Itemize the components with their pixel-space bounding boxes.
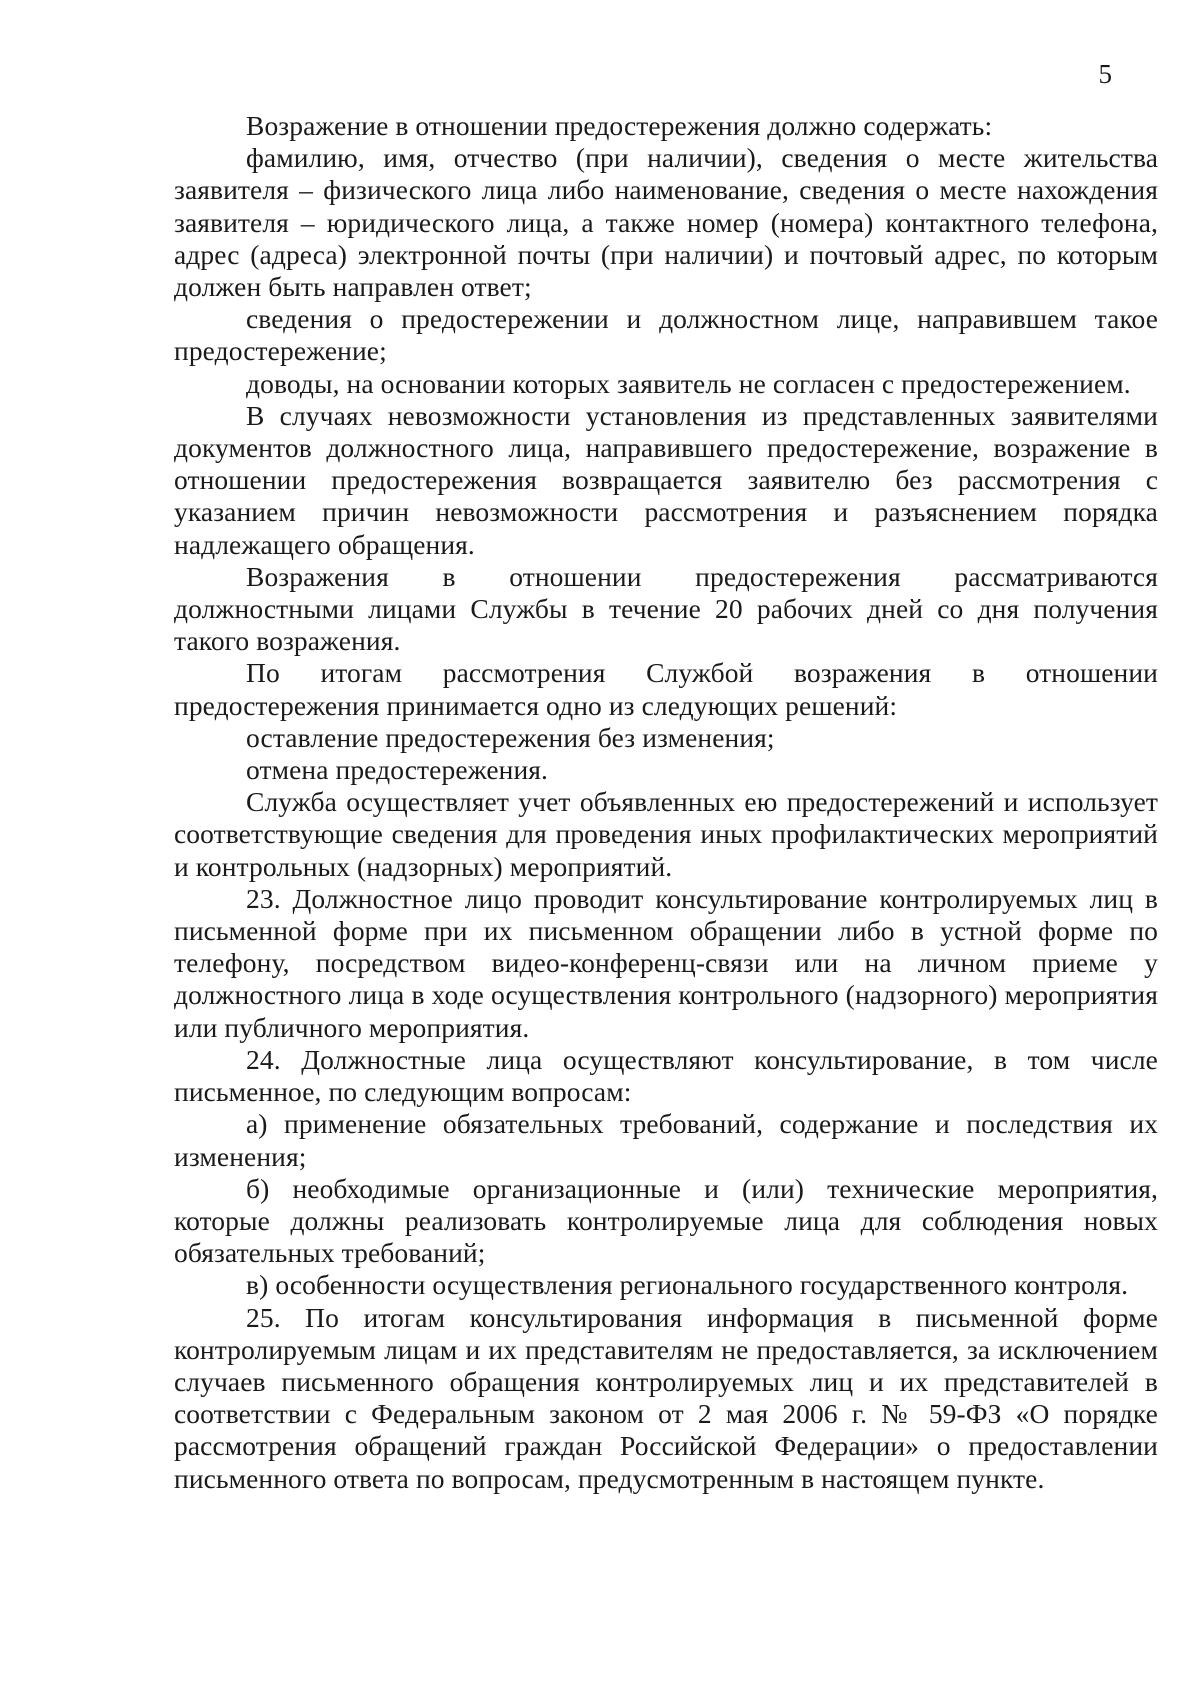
paragraph-clause-23: 23. Должностное лицо проводит консультирование контролируемых лиц в письменной форме при их письменном обращении либо в устной форме по телефону, посредством видео-конференц-связи или на личном приеме у должностного лица в ходе осуществления контрольного (надзорного) мероприятия или публичного мероприятия. [174,882,1158,1043]
paragraph-applicant-details: фамилию, имя, отчество (при наличии), сведения о месте жительства заявителя – физического лица либо наименование, сведения о месте нахождения заявителя – юридического лица, а также номер (номера) контактного телефона, адрес (адреса) электронной почты (при наличии) и почтовый адрес, по которым должен быть направлен ответ; [174,142,1158,303]
paragraph-review-decisions: По итогам рассмотрения Службой возражения в отношении предостережения принимается одно из следующих решений: [174,657,1158,721]
page-number: 5 [1098,59,1112,89]
document-body [174,110,1158,1495]
paragraph-clause-24-v: в) особенности осуществления регионального государственного контроля. [246,1269,1129,1301]
paragraph-clause-24: 24. Должностные лица осуществляют консультирование, в том числе письменное, по следующим вопросам: [174,1043,1158,1108]
paragraph-clause-24-a: а) применение обязательных требований, содержание и последствия их изменения; [174,1108,1158,1172]
paragraph-objection-content-intro: Возражение в отношении предостережения должно содержать: [246,110,993,141]
paragraph-review-period: Возражения в отношении предостережения рассматриваются должностными лицами Службы в течение 20 рабочих дней со дня получения такого возражения. [174,560,1158,657]
paragraph-decision-cancel: отмена предостережения. [246,754,549,786]
paragraph-decision-keep: оставление предостережения без изменения; [246,721,775,753]
paragraph-clause-24-b: б) необходимые организационные и (или) технические мероприятия, которые должны реализовать контролируемые лица для соблюдения новых обязательных требований; [174,1172,1158,1269]
paragraph-return-without-review: В случаях невозможности установления из представленных заявителями документов должностного лица, направившего предостережение, возражение в отношении предостережения возвращается заявителю без рассмотрения с указанием причин невозможности рассмотрения и разъяснением порядка надлежащего обращения. [174,399,1158,560]
paragraph-arguments: доводы, на основании которых заявитель не согласен с предостережением. [246,367,1131,399]
paragraph-clause-25: 25. По итогам консультирования информация в письменной форме контролируемым лицам и их представителям не предоставляется, за исключением случаев письменного обращения контролируемых лиц и их представителей в соответствии с Федеральным законом от 2 мая 2006 г. № 59-ФЗ «О порядке рассмотрения обращений граждан Российской Федерации» о предоставлении письменного ответа по вопросам, предусмотренным в настоящем пункте. [174,1301,1158,1494]
paragraph-warning-info: сведения о предостережении и должностном лице, направившем такое предостережение; [174,303,1158,367]
paragraph-warnings-accounting: Служба осуществляет учет объявленных ею предостережений и использует соответствующие сведения для проведения иных профилактических мероприятий и контрольных (надзорных) мероприятий. [174,786,1158,882]
